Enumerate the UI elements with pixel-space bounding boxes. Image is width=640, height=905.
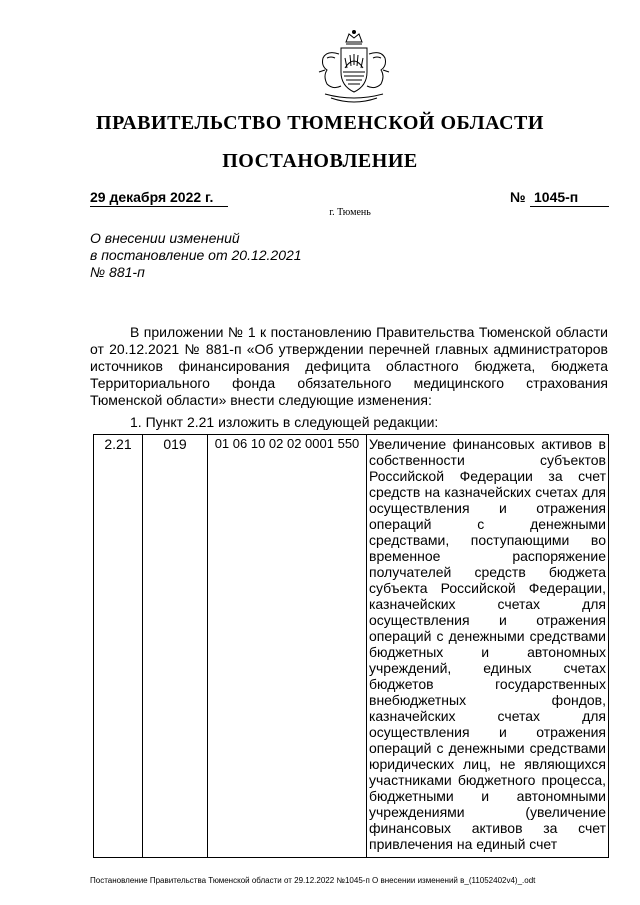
table-row [94,435,609,858]
document-type: ПОСТАНОВЛЕНИЕ [222,150,418,172]
body-paragraph: В приложении № 1 к постановлению Правительства Тюменской области от 20.12.2021 № 881-п «Об утверждении перечней главных администраторов источников финансирования дефицита областного бюджета, бюджета Территориального фонда обязательного медицинского страхования Тюменской области» внести следующие изменения: [90,324,608,408]
document-date: 29 декабря 2022 г. [90,188,228,207]
number-sign: № [510,189,526,205]
page-footer: Постановление Правительства Тюменской области от 29.12.2022 №1045-п О внесении изменений в_(11052402v4)_.odt [90,876,536,885]
document-subject [90,230,390,281]
table-cell-code: 019 [143,435,208,858]
table-cell-number: 2.21 [94,435,143,858]
city-name: г. Тюмень [329,207,371,218]
subject-line: О внесении изменений [90,230,240,246]
coat-of-arms-emblem [313,28,395,106]
subject-line: № 881-п [90,264,145,280]
document-number: 1045-п [530,188,609,207]
subject-line: в постановление от 20.12.2021 [90,247,302,263]
amendment-item: 1. Пункт 2.21 изложить в следующей редакции: [130,414,439,430]
table-cell-description: Увеличение финансовых активов в собственности субъектов Российской Федерации за счет средств на казначейских счетах для осуществления и отражения операций с денежными средствами, поступающими во временное распоряжение получателей средств бюджета субъекта Российской Федерации, казначейских счетах для осуществления и отражения операций с денежными средствами бюджетных и автономных учреждений, единых счетах бюджетов государственных внебюджетных фондов, казначейских счетах для осуществления и отражения операций с денежными средствами юридических лиц, не являющихся участниками бюджетного процесса, бюджетными и автономными учреждениями (увеличение финансовых активов за счет привлечения на единый счет [367,435,609,858]
amendment-table [93,434,609,858]
table-cell-kbk: 01 06 10 02 02 0001 550 [208,435,367,858]
organization-title: ПРАВИТЕЛЬСТВО ТЮМЕНСКОЙ ОБЛАСТИ [96,112,544,134]
